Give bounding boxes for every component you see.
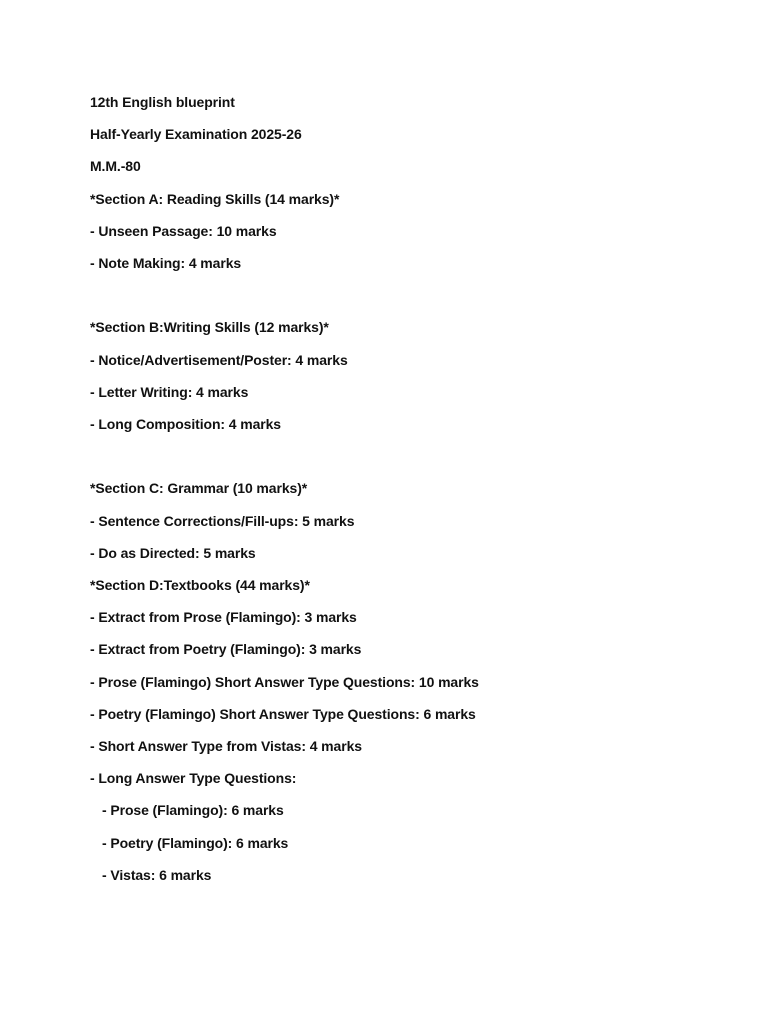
blueprint-item: - Prose (Flamingo) Short Answer Type Questions: 10 marks [90, 673, 479, 690]
blueprint-item: - Note Making: 4 marks [90, 255, 242, 271]
section-heading: *Section C: Grammar (10 marks)* [90, 480, 308, 497]
blueprint-item: - Notice/Advertisement/Poster: 4 marks [90, 351, 348, 368]
blueprint-item: - Poetry (Flamingo): 6 marks [102, 834, 289, 851]
blueprint-item: - Sentence Corrections/Fill-ups: 5 marks [90, 512, 355, 529]
document-title: 12th English blueprint [90, 94, 235, 110]
section-heading: *Section D:Textbooks (44 marks)* [90, 577, 310, 593]
blueprint-item: - Vistas: 6 marks [102, 866, 212, 883]
max-marks: M.M.-80 [90, 158, 141, 175]
blueprint-item: - Long Answer Type Questions: [90, 770, 297, 787]
blueprint-item: - Extract from Prose (Flamingo): 3 marks [90, 609, 357, 626]
blueprint-item: - Extract from Poetry (Flamingo): 3 marks [90, 641, 362, 658]
blueprint-item: - Do as Directed: 5 marks [90, 544, 256, 561]
blueprint-item: - Prose (Flamingo): 6 marks [102, 802, 284, 819]
blueprint-item: - Unseen Passage: 10 marks [90, 222, 277, 239]
exam-name: Half-Yearly Examination 2025-26 [90, 126, 302, 143]
section-heading: *Section A: Reading Skills (14 marks)* [90, 190, 340, 207]
blueprint-item: - Short Answer Type from Vistas: 4 marks [90, 738, 362, 754]
blueprint-item: - Letter Writing: 4 marks [90, 383, 249, 400]
blueprint-item: - Long Composition: 4 marks [90, 416, 281, 432]
blueprint-item: - Poetry (Flamingo) Short Answer Type Questions: 6 marks [90, 705, 476, 722]
section-heading: *Section B:Writing Skills (12 marks)* [90, 319, 329, 336]
